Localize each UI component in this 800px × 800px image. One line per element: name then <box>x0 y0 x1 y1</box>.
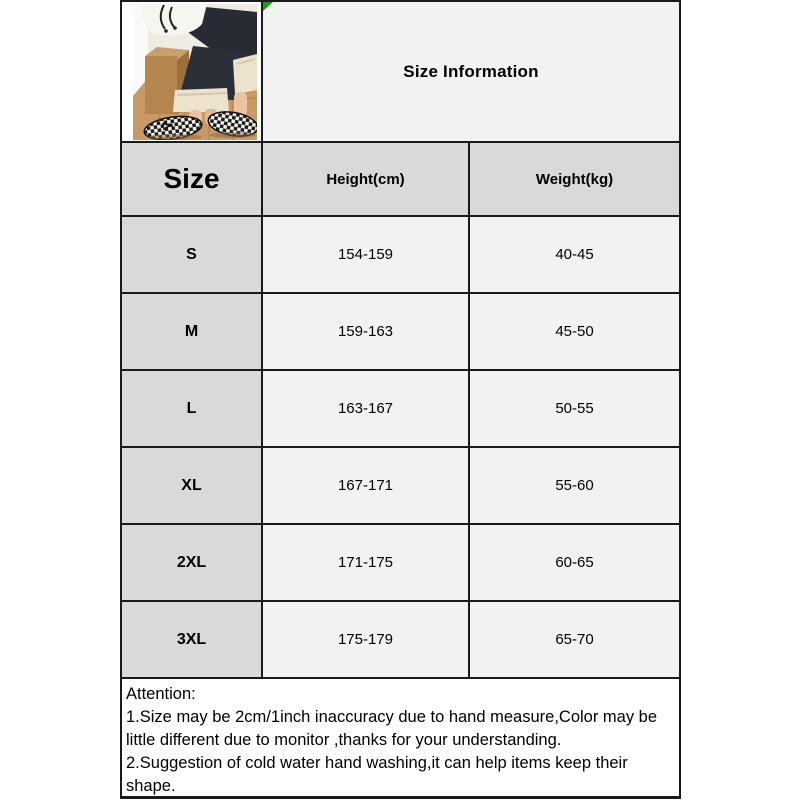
table-row-s <box>122 217 679 294</box>
weight-value: 65-70 <box>470 602 679 677</box>
weight-value: 40-45 <box>470 217 679 292</box>
table-row-m <box>122 294 679 371</box>
height-value: 159-163 <box>263 294 470 369</box>
column-header-height: Height(cm) <box>263 143 470 215</box>
size-label: L <box>122 371 263 446</box>
table-row-xl <box>122 448 679 525</box>
height-value: 175-179 <box>263 602 470 677</box>
height-value: 154-159 <box>263 217 470 292</box>
size-label: 3XL <box>122 602 263 677</box>
weight-value: 50-55 <box>470 371 679 446</box>
weight-value: 55-60 <box>470 448 679 523</box>
table-row-2xl <box>122 525 679 602</box>
attention-section <box>122 679 679 796</box>
height-value: 171-175 <box>263 525 470 600</box>
size-chart-sheet <box>120 0 681 799</box>
title-row <box>122 2 679 143</box>
attention-title: Attention: <box>126 685 196 703</box>
green-corner-marker-icon <box>263 2 273 11</box>
photo-cell <box>122 2 263 141</box>
size-label: S <box>122 217 263 292</box>
size-label: 2XL <box>122 525 263 600</box>
column-header-size: Size <box>122 143 263 215</box>
height-value: 167-171 <box>263 448 470 523</box>
attention-note-1: 1.Size may be 2cm/1inch inaccuracy due to hand measure,Color may be little different due to monitor ,thanks for your understanding. <box>126 708 658 749</box>
weight-value: 60-65 <box>470 525 679 600</box>
size-label: XL <box>122 448 263 523</box>
page-title: Size Information <box>403 61 539 81</box>
product-photo <box>133 4 257 140</box>
attention-note-2: 2.Suggestion of cold water hand washing,it can help items keep their shape. <box>126 754 628 795</box>
table-header-row <box>122 143 679 217</box>
size-label: M <box>122 294 263 369</box>
column-header-weight: Weight(kg) <box>470 143 679 215</box>
weight-value: 45-50 <box>470 294 679 369</box>
table-row-3xl <box>122 602 679 679</box>
height-value: 163-167 <box>263 371 470 446</box>
table-row-l <box>122 371 679 448</box>
title-cell <box>263 2 679 141</box>
